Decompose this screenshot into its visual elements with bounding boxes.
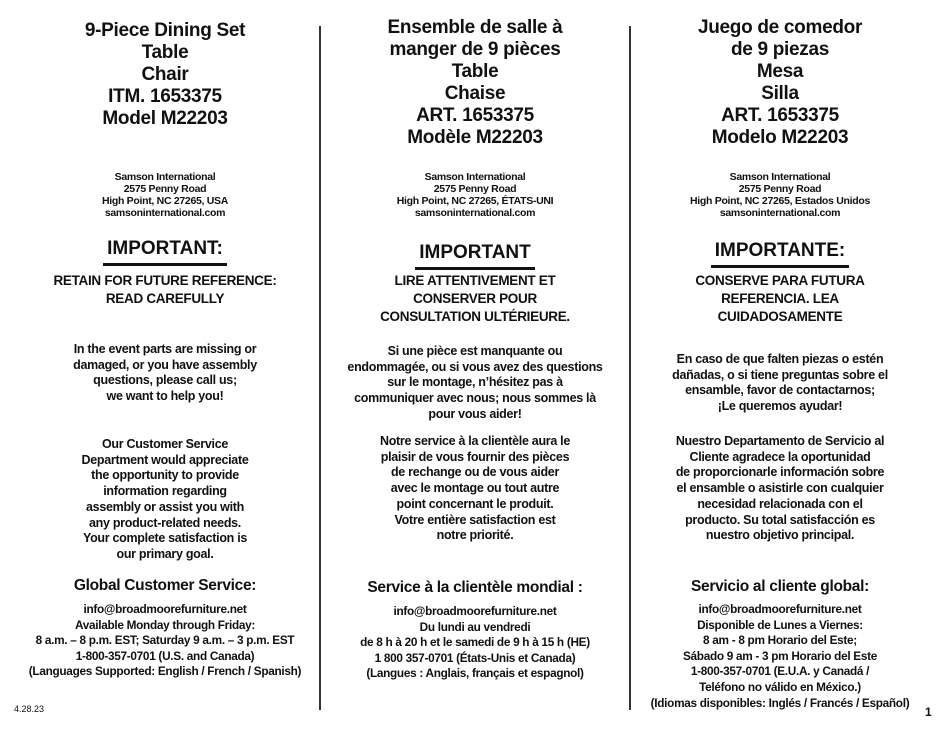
- paragraph-line: Our Customer Service: [102, 437, 228, 451]
- help-paragraph: [10, 342, 320, 405]
- contact-line: 8 am - 8 pm Horario del Este;: [703, 633, 857, 648]
- title-line: ART. 1653375: [721, 105, 839, 126]
- address-line: 2575 Penny Road: [123, 183, 207, 195]
- notice-line: CONSULTATION ULTÉRIEURE.: [380, 309, 570, 324]
- product-title: [632, 17, 928, 149]
- service-heading: Servicio al cliente global:: [691, 578, 869, 595]
- address-line: 2575 Penny Road: [738, 183, 822, 195]
- notice-line: CONSERVE PARA FUTURA: [695, 273, 865, 288]
- contact-line: Available Monday through Friday:: [74, 617, 256, 632]
- title-line: 9-Piece Dining Set: [84, 20, 246, 41]
- service-heading: Global Customer Service:: [73, 577, 257, 594]
- address-line: High Point, NC 27265, ÉTATS-UNI: [396, 195, 554, 207]
- paragraph-line: the opportunity to provide: [91, 468, 239, 483]
- title-line: Modelo M22203: [711, 127, 849, 148]
- paragraph-line: any product-related needs.: [89, 515, 241, 530]
- important-heading: [632, 240, 928, 268]
- service-heading: Service à la clientèle mondial :: [367, 579, 583, 596]
- contact-info: [322, 604, 628, 682]
- important-label: IMPORTANT:: [103, 238, 227, 266]
- product-title: [10, 20, 320, 130]
- contact-line: 1 800 357-0701 (États-Unis et Canada): [374, 650, 576, 665]
- paragraph-line: Department would appreciate: [81, 452, 249, 467]
- contact-line: 1-800-357-0701 (U.S. and Canada): [75, 648, 255, 663]
- contact-line: de 8 h à 20 h et le samedi de 9 h à 15 h (HE): [360, 635, 590, 650]
- notice-line: CONSERVER POUR: [413, 291, 537, 306]
- paragraph-line: ensamble, favor de contactarnos;: [685, 383, 875, 398]
- paragraph-line: we want to help you!: [106, 389, 224, 404]
- contact-line: (Languages Supported: English / French / Spanish): [28, 664, 302, 679]
- address-line: High Point, NC 27265, Estados Unidos: [690, 195, 870, 207]
- contact-line: Teléfono no válido en México.): [699, 679, 861, 694]
- contact-line: info@broadmoorefurniture.net: [83, 602, 247, 616]
- title-line: Silla: [761, 83, 799, 104]
- title-line: manger de 9 pièces: [389, 39, 561, 60]
- paragraph-line: point concernant le produit.: [396, 496, 554, 511]
- title-line: Model M22203: [102, 108, 228, 129]
- paragraph-line: el ensamble o asistirle con cualquier: [676, 481, 884, 496]
- company-address: [632, 171, 928, 219]
- contact-line: info@broadmoorefurniture.net: [698, 602, 862, 616]
- title-line: Chaise: [444, 83, 506, 104]
- paragraph-line: ¡Le queremos ayudar!: [717, 399, 843, 414]
- contact-line: 1-800-357-0701 (E.U.A. y Canadá /: [690, 664, 870, 679]
- help-paragraph: [322, 344, 628, 423]
- paragraph-line: producto. Su total satisfacción es: [685, 512, 875, 527]
- address-line: 2575 Penny Road: [433, 183, 517, 195]
- paragraph-line: sur le montage, n’hésitez pas à: [387, 375, 563, 390]
- title-line: de 9 piezas: [730, 39, 830, 60]
- important-heading: [322, 242, 628, 270]
- paragraph-line: Cliente agradece la oportunidad: [689, 449, 871, 464]
- company-address: [10, 171, 320, 219]
- address-line: samsoninternational.com: [104, 207, 226, 219]
- title-line: Ensemble de salle à: [387, 17, 563, 38]
- notice-line: READ CAREFULLY: [105, 291, 225, 306]
- spanish-column: [632, 0, 928, 729]
- column-divider: [629, 26, 631, 710]
- retain-notice: [10, 272, 320, 308]
- paragraph-line: In the event parts are missing or: [73, 342, 257, 356]
- english-column: [10, 0, 320, 729]
- paragraph-line: Votre entière satisfaction est: [394, 512, 556, 527]
- paragraph-line: nuestro objetivo principal.: [705, 528, 855, 543]
- address-line: Samson International: [114, 171, 216, 183]
- paragraph-line: Si une pièce est manquante ou: [387, 344, 563, 358]
- page-number: 1: [925, 705, 932, 719]
- contact-line: (Langues : Anglais, français et espagnol): [366, 666, 584, 681]
- paragraph-line: Nuestro Departamento de Servicio al: [675, 434, 885, 448]
- retain-notice: [632, 272, 928, 326]
- paragraph-line: communiquer avec nous; nous sommes là: [354, 391, 596, 406]
- contact-line: Sábado 9 am - 3 pm Horario del Este: [682, 648, 878, 663]
- address-line: samsoninternational.com: [719, 207, 841, 219]
- address-line: samsoninternational.com: [414, 207, 536, 219]
- paragraph-line: our primary goal.: [116, 546, 214, 561]
- contact-line: info@broadmoorefurniture.net: [393, 604, 557, 618]
- service-paragraph: [10, 437, 320, 563]
- important-label: IMPORTANTE:: [711, 240, 850, 268]
- paragraph-line: de rechange ou de vous aider: [390, 465, 560, 480]
- retain-notice: [322, 272, 628, 326]
- contact-line: Du lundi au vendredi: [419, 619, 531, 634]
- paragraph-line: avec le montage ou tout autre: [390, 481, 560, 496]
- paragraph-line: dañadas, o si tiene preguntas sobre el: [672, 367, 888, 382]
- paragraph-line: pour vous aider!: [428, 406, 522, 421]
- column-divider: [319, 26, 321, 710]
- paragraph-line: questions, please call us;: [93, 373, 237, 388]
- title-line: Table: [451, 61, 499, 82]
- contact-line: Disponible de Lunes a Viernes:: [697, 617, 863, 632]
- contact-line: (Idiomas disponibles: Inglés / Francés / Español): [650, 695, 910, 710]
- company-address: [322, 171, 628, 219]
- service-paragraph: [322, 434, 628, 544]
- title-line: ITM. 1653375: [108, 86, 222, 107]
- help-paragraph: [632, 352, 928, 415]
- title-line: ART. 1653375: [416, 105, 534, 126]
- notice-line: CUIDADOSAMENTE: [717, 309, 843, 324]
- service-paragraph: [632, 434, 928, 544]
- product-title: [322, 17, 628, 149]
- revision-date: 4.28.23: [14, 704, 45, 714]
- address-line: High Point, NC 27265, USA: [101, 195, 229, 207]
- paragraph-line: damaged, or you have assembly: [73, 357, 257, 372]
- title-line: Modèle M22203: [407, 127, 543, 148]
- important-label: IMPORTANT: [415, 242, 535, 270]
- french-column: [322, 0, 628, 729]
- paragraph-line: Your complete satisfaction is: [82, 531, 248, 546]
- contact-line: 8 a.m. – 8 p.m. EST; Saturday 9 a.m. – 3 p.m. EST: [35, 633, 295, 648]
- paragraph-line: plaisir de vous fournir des pièces: [380, 449, 570, 464]
- address-line: Samson International: [424, 171, 526, 183]
- notice-line: LIRE ATTENTIVEMENT ET: [394, 273, 556, 288]
- notice-line: REFERENCIA. LEA: [721, 291, 839, 306]
- paragraph-line: necesidad relacionada con el: [697, 496, 863, 511]
- contact-info: [10, 602, 320, 680]
- paragraph-line: endommagée, ou si vous avez des questions: [347, 359, 603, 374]
- paragraph-line: de proporcionarle información sobre: [675, 465, 885, 480]
- contact-info: [632, 602, 928, 711]
- notice-line: RETAIN FOR FUTURE REFERENCE:: [53, 273, 277, 288]
- paragraph-line: information regarding: [103, 484, 227, 499]
- important-heading: [10, 238, 320, 266]
- paragraph-line: notre priorité.: [436, 528, 514, 543]
- title-line: Juego de comedor: [697, 17, 863, 38]
- title-line: Table: [141, 42, 189, 63]
- paragraph-line: Notre service à la clientèle aura le: [379, 434, 570, 448]
- title-line: Chair: [141, 64, 189, 85]
- address-line: Samson International: [729, 171, 831, 183]
- paragraph-line: assembly or assist you with: [86, 499, 244, 514]
- title-line: Mesa: [756, 61, 804, 82]
- paragraph-line: En caso de que falten piezas o estén: [676, 352, 884, 366]
